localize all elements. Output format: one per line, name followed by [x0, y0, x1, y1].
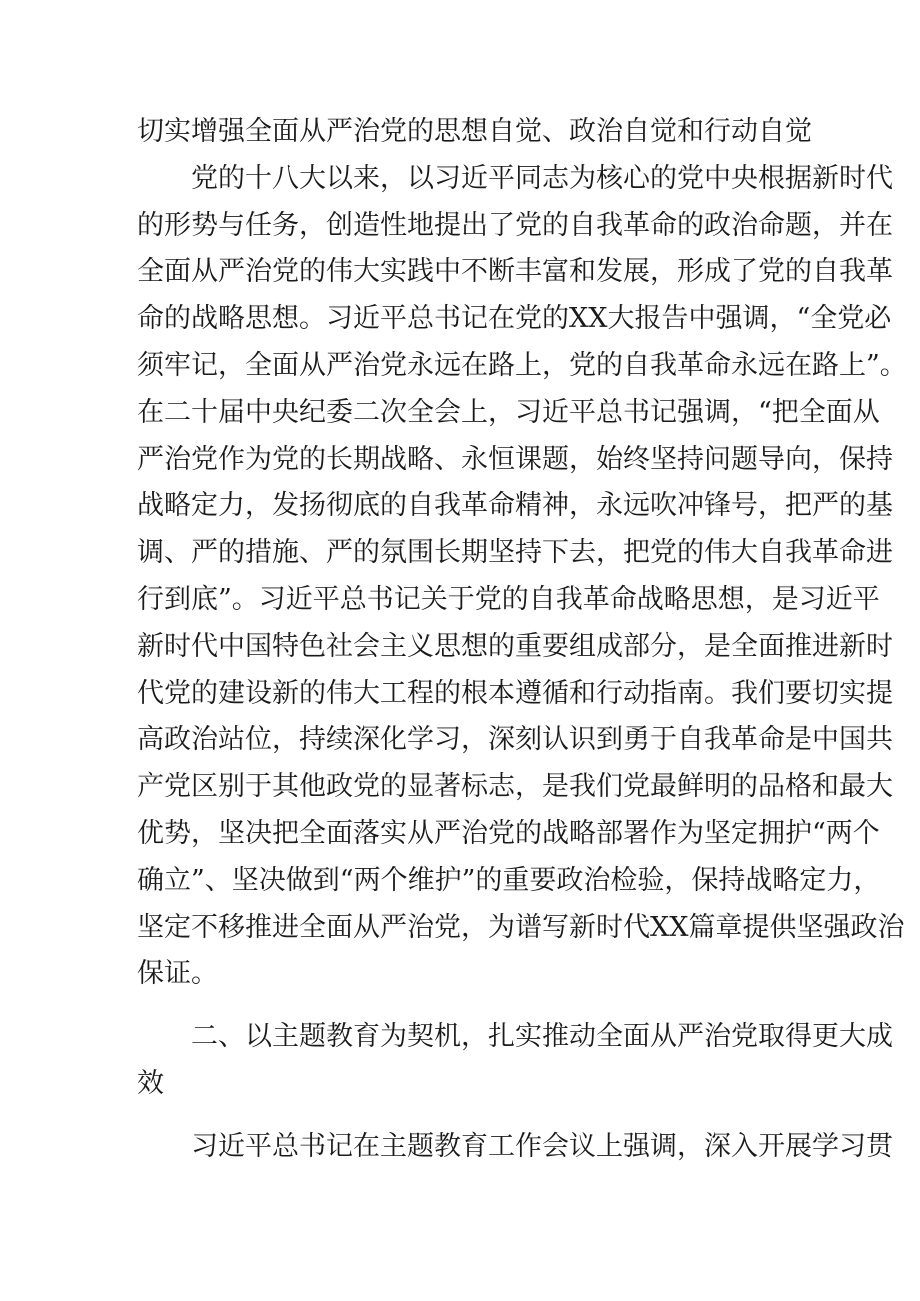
paragraph-line: 产党区别于其他政党的显著标志，是我们党最鲜明的品格和最大: [137, 771, 893, 803]
paragraph-line: 优势，坚决把全面落实从严治党的战略部署作为坚定拥护“两个: [137, 817, 880, 849]
paragraph-line: 代党的建设新的伟大工程的根本遵循和行动指南。我们要切实提: [137, 677, 893, 709]
paragraph-line: 的形势与任务，创造性地提出了党的自我革命的政治命题，并在: [137, 209, 893, 241]
paragraph-line: 保证。: [137, 958, 218, 990]
paragraph-line: 行到底”。习近平总书记关于党的自我革命战略思想，是习近平: [137, 583, 880, 615]
paragraph-line: 命的战略思想。习近平总书记在党的XX大报告中强调，“全党必: [137, 303, 892, 335]
paragraph-line: 党的十八大以来，以习近平同志为核心的党中央根据新时代: [191, 162, 893, 194]
paragraph-gap: [137, 998, 797, 1014]
paragraph-line: 高政治站位，持续深化学习，深刻认识到勇于自我革命是中国共: [137, 724, 893, 756]
paragraph-gap: [137, 1108, 797, 1124]
paragraph-line: 习近平总书记在主题教育工作会议上强调，深入开展学习贯: [191, 1130, 893, 1162]
paragraph-line: 全面从严治党的伟大实践中不断丰富和发展，形成了党的自我革: [137, 256, 893, 288]
paragraph-line: 确立”、坚决做到“两个维护”的重要政治检验，保持战略定力，: [137, 864, 881, 896]
paragraph-line: 新时代中国特色社会主义思想的重要组成部分，是全面推进新时: [137, 630, 893, 662]
paragraph-line: 调、严的措施、严的氛围长期坚持下去，把党的伟大自我革命进: [137, 537, 893, 569]
paragraph-line: 战略定力，发扬彻底的自我革命精神，永远吹冲锋号，把严的基: [137, 490, 893, 522]
section-heading-line: 切实增强全面从严治党的思想自觉、政治自觉和行动自觉: [137, 116, 812, 147]
paragraph-line: 在二十届中央纪委二次全会上，习近平总书记强调，“把全面从: [137, 396, 880, 428]
paragraph-line: 须牢记，全面从严治党永远在路上，党的自我革命永远在路上”。: [137, 349, 907, 381]
paragraph-line: 坚定不移推进全面从严治党，为谱写新时代XX篇章提供坚强政治: [137, 911, 905, 943]
paragraph-line: 严治党作为党的长期战略、永恒课题，始终坚持问题导向，保持: [137, 443, 893, 475]
document-body: [137, 109, 907, 1171]
section-heading-line: 二、以主题教育为契机，扎实推动全面从严治党取得更大成: [191, 1021, 893, 1053]
section-heading-line: 效: [137, 1067, 164, 1099]
